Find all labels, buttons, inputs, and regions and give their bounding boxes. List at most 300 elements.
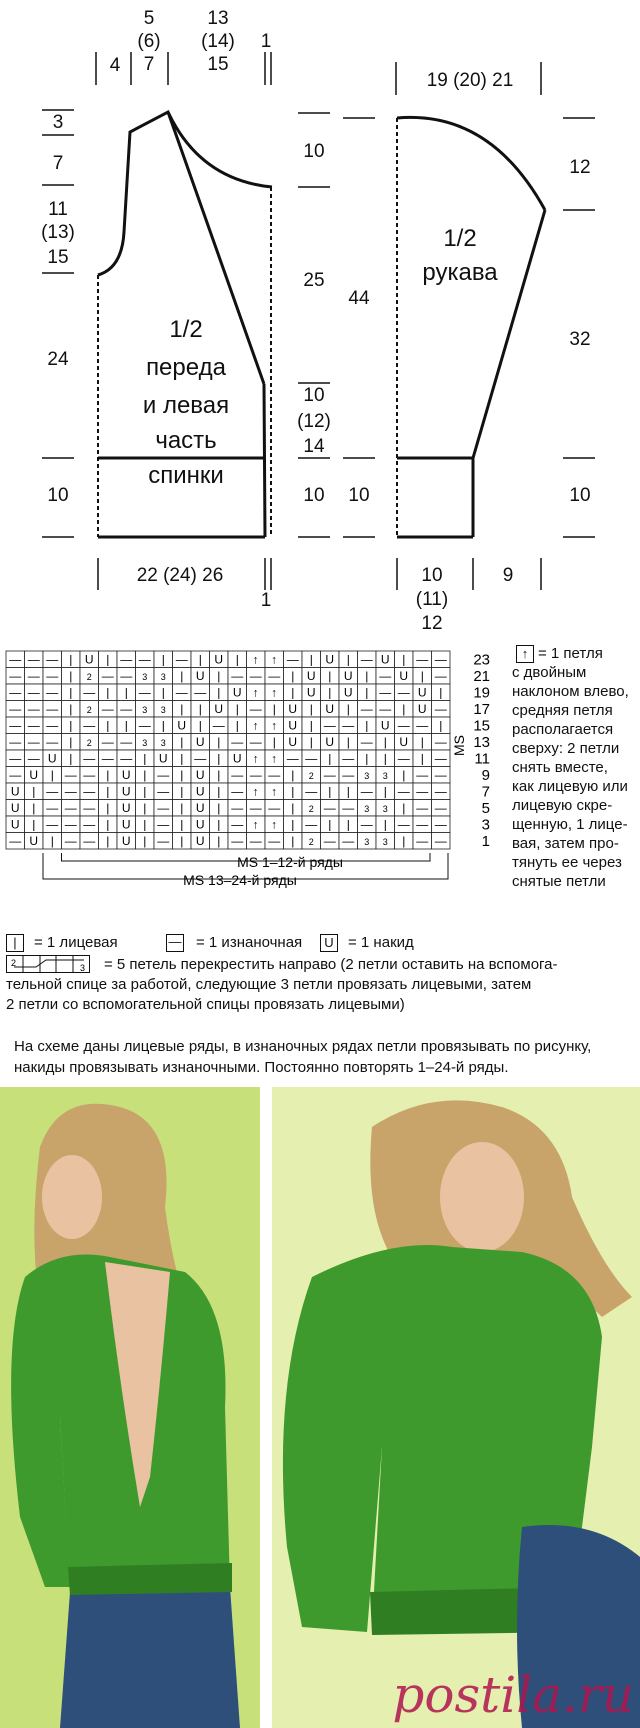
chart-cell-symbol: U xyxy=(195,801,205,815)
chart-cell-symbol: 2 xyxy=(86,672,92,682)
chart-cell-symbol: | xyxy=(383,735,387,749)
chart-cell-symbol: U xyxy=(343,685,353,700)
chart-cell-symbol: — xyxy=(138,685,151,700)
chart-cell-symbol: — xyxy=(231,784,244,799)
chart-cell-symbol: | xyxy=(217,735,221,749)
chart-cell-symbol: — xyxy=(157,834,170,848)
chart-cell-symbol: ↑ xyxy=(252,784,259,799)
chart-cell-symbol: | xyxy=(272,735,276,749)
chart-cell-symbol: U xyxy=(195,669,205,683)
chart-cell-symbol: — xyxy=(434,768,447,782)
chart-cell-symbol: U xyxy=(84,652,94,667)
double-decrease-legend-line: щенную, 1 лице- xyxy=(512,816,628,833)
chart-cell-symbol: ↑ xyxy=(271,751,278,766)
chart-cell-symbol: | xyxy=(143,801,147,815)
chart-cell-symbol: — xyxy=(27,702,40,716)
chart-cell-symbol: | xyxy=(180,834,184,848)
chart-cell-symbol: — xyxy=(434,652,447,667)
chart-cell-symbol: U xyxy=(29,834,39,848)
front-title-line1: 1/2 xyxy=(169,316,203,343)
chart-row-number: 1 xyxy=(481,833,490,850)
chart-cell-symbol: | xyxy=(402,834,406,848)
chart-cell-symbol: — xyxy=(342,751,355,766)
height-label-15: 15 xyxy=(47,247,69,268)
chart-cell-symbol: | xyxy=(198,718,202,733)
chart-cell-symbol: U xyxy=(29,768,39,782)
chart-cell-symbol: U xyxy=(10,784,20,799)
chart-cell-symbol: — xyxy=(379,702,392,716)
chart-cell-symbol: — xyxy=(434,817,447,832)
chart-cell-symbol: — xyxy=(9,751,22,766)
chart-cell-symbol: — xyxy=(27,735,40,749)
chart-cell-symbol: | xyxy=(272,702,276,716)
chart-cell-symbol: — xyxy=(101,751,114,766)
chart-cell-symbol: — xyxy=(231,669,244,683)
chart-cell-symbol: — xyxy=(249,669,262,683)
double-decrease-legend-line: снять вместе, xyxy=(512,759,608,776)
chart-cell-symbol: — xyxy=(9,702,22,716)
front-title-line2: переда xyxy=(146,354,226,381)
cable-legend-line1: = 5 петель перекрестить направо (2 петли оставить на вспомога- xyxy=(104,956,558,973)
chart-cell-symbol: | xyxy=(161,718,165,733)
chart-cell-symbol: — xyxy=(46,718,59,733)
chart-cell-symbol: — xyxy=(379,669,392,683)
chart-cell-symbol: 2 xyxy=(308,804,314,814)
sleeve-bottom-9: 9 xyxy=(502,565,514,586)
chart-cell-symbol: — xyxy=(416,768,429,782)
chart-cell-symbol: | xyxy=(309,735,313,749)
chart-cell-symbol: | xyxy=(161,652,165,667)
chart-cell-symbol: | xyxy=(180,735,184,749)
total-height-rib: 10 xyxy=(348,485,370,506)
chart-cell-symbol: U xyxy=(177,718,187,733)
chart-cell-symbol: — xyxy=(268,669,281,683)
chart-cell-symbol: U xyxy=(121,817,131,832)
chart-cell-symbol: — xyxy=(323,834,336,848)
chart-cell-symbol: ↑ xyxy=(271,784,278,799)
chart-cell-symbol: ↑ xyxy=(252,685,259,700)
chart-cell-symbol: — xyxy=(249,834,262,848)
chart-cell-symbol: — xyxy=(9,834,22,848)
chart-cell-symbol: 3 xyxy=(142,705,148,715)
instruction-note-line1: На схеме даны лицевые ряды, в изнаночных рядах петли провязывать по рисунку, xyxy=(14,1038,592,1055)
right-height-25: 25 xyxy=(303,270,325,291)
chart-cell-symbol: | xyxy=(328,784,332,799)
chart-cell-symbol: | xyxy=(217,801,221,815)
chart-cell-symbol: U xyxy=(214,702,224,716)
chart-cell-symbol: | xyxy=(402,652,406,667)
chart-cell-symbol: — xyxy=(27,669,40,683)
chart-cell-symbol: — xyxy=(27,751,40,766)
chart-cell-symbol: 2 xyxy=(308,771,314,781)
chart-cell-symbol: — xyxy=(416,718,429,733)
chart-cell-symbol: — xyxy=(434,801,447,815)
chart-cell-symbol: — xyxy=(175,685,188,700)
chart-cell-symbol: | xyxy=(383,817,387,832)
width-label-4: 4 xyxy=(109,55,121,76)
chart-cell-symbol: — xyxy=(46,735,59,749)
chart-cell-symbol: | xyxy=(143,768,147,782)
chart-cell-symbol: 3 xyxy=(382,837,388,847)
chart-cell-symbol: | xyxy=(365,669,369,683)
height-label-11: 11 xyxy=(48,199,68,220)
chart-cell-symbol: — xyxy=(360,652,373,667)
right-height-10: 10 xyxy=(303,141,325,162)
repeat-label-2: MS 13–24-й ряды xyxy=(183,872,297,888)
stitch-chart xyxy=(0,645,500,925)
width-label-13: 13 xyxy=(207,8,229,29)
chart-cell-symbol: U xyxy=(158,751,168,766)
double-decrease-legend-line: средняя петля xyxy=(512,702,613,719)
chart-cell-symbol: | xyxy=(365,751,369,766)
chart-cell-symbol: — xyxy=(138,718,151,733)
chart-cell-symbol: | xyxy=(69,751,73,766)
chart-cell-symbol: — xyxy=(286,751,299,766)
sleeve-title-line1: 1/2 xyxy=(443,225,477,252)
right-height-lower-1: 10 xyxy=(303,385,325,406)
chart-cell-symbol: 3 xyxy=(364,837,370,847)
chart-ms-label: MS xyxy=(451,735,467,756)
chart-cell-symbol: U xyxy=(121,768,131,782)
chart-row-number: 17 xyxy=(473,701,490,718)
width-label-edge: 1 xyxy=(260,31,272,52)
chart-cell-symbol: — xyxy=(231,801,244,815)
width-label-5: 5 xyxy=(143,8,155,29)
chart-cell-symbol: | xyxy=(439,718,443,733)
chart-row-number: 19 xyxy=(473,684,490,702)
chart-cell-symbol: | xyxy=(309,652,313,667)
chart-cell-symbol: | xyxy=(217,784,221,799)
chart-cell-symbol: — xyxy=(157,784,170,799)
chart-cell-symbol: — xyxy=(323,768,336,782)
chart-cell-symbol: | xyxy=(309,702,313,716)
knit-legend: = 1 лицевая xyxy=(34,934,118,951)
chart-cell-symbol: ↑ xyxy=(252,718,259,733)
sleeve-title-line2: рукава xyxy=(422,259,498,286)
chart-cell-symbol: — xyxy=(434,784,447,799)
chart-cell-symbol: — xyxy=(120,652,133,667)
chart-cell-symbol: | xyxy=(143,784,147,799)
chart-cell-symbol: 3 xyxy=(142,672,148,682)
chart-cell-symbol: — xyxy=(416,834,429,848)
cable-legend-line2: тельной спице за работой, следующие 3 петли провязать лицевыми, затем xyxy=(6,976,532,993)
chart-cell-symbol: — xyxy=(268,834,281,848)
chart-cell-symbol: | xyxy=(217,685,221,700)
chart-row-number: 3 xyxy=(481,816,490,834)
chart-cell-symbol: U xyxy=(417,702,427,716)
chart-grid xyxy=(6,651,450,849)
chart-cell-symbol: | xyxy=(346,702,350,716)
front-title-line5: спинки xyxy=(148,462,224,489)
chart-cell-symbol: — xyxy=(416,801,429,815)
chart-cell-symbol: | xyxy=(291,784,295,799)
chart-cell-symbol: — xyxy=(305,817,318,832)
chart-cell-symbol: — xyxy=(231,735,244,749)
chart-cell-symbol: | xyxy=(124,718,128,733)
chart-cell-symbol: — xyxy=(9,735,22,749)
chart-cell-symbol: 2 xyxy=(86,738,92,748)
chart-cell-symbol: | xyxy=(106,685,110,700)
chart-cell-symbol: — xyxy=(120,751,133,766)
chart-cell-symbol: | xyxy=(69,669,73,683)
chart-cell-symbol: — xyxy=(9,652,22,667)
chart-cell-symbol: — xyxy=(101,702,114,716)
double-decrease-legend-line: снятые петли xyxy=(512,873,606,890)
chart-cell-symbol: U xyxy=(325,652,335,667)
chart-cell-symbol: — xyxy=(46,685,59,700)
chart-cell-symbol: — xyxy=(212,718,225,733)
chart-cell-symbol: | xyxy=(420,669,424,683)
chart-cell-symbol: — xyxy=(46,669,59,683)
cable-symbol xyxy=(6,955,90,973)
chart-cell-symbol: | xyxy=(235,702,239,716)
chart-cell-symbol: — xyxy=(397,718,410,733)
chart-cell-symbol: — xyxy=(342,768,355,782)
chart-cell-symbol: U xyxy=(325,735,335,749)
chart-cell-symbol: U xyxy=(288,702,298,716)
chart-cell-symbol: — xyxy=(397,751,410,766)
chart-cell-symbol: | xyxy=(217,834,221,848)
chart-cell-symbol: 3 xyxy=(364,804,370,814)
chart-cell-symbol: — xyxy=(9,685,22,700)
chart-cell-symbol: — xyxy=(194,751,207,766)
chart-cell-symbol: U xyxy=(232,751,242,766)
chart-cell-symbol: — xyxy=(342,801,355,815)
chart-cell-symbol: U xyxy=(195,834,205,848)
chart-row-number: 11 xyxy=(474,750,490,768)
sleeve-height-rib: 10 xyxy=(569,485,591,506)
right-height-rib: 10 xyxy=(303,485,325,506)
chart-cell-symbol: | xyxy=(198,702,202,716)
chart-cell-symbol: — xyxy=(9,768,22,782)
chart-cell-symbol: | xyxy=(69,702,73,716)
chart-cell-symbol: — xyxy=(434,669,447,683)
chart-cell-symbol: 3 xyxy=(364,771,370,781)
chart-row-number: 15 xyxy=(473,717,490,735)
chart-cell-symbol: — xyxy=(416,784,429,799)
chart-cell-symbol: — xyxy=(157,801,170,815)
chart-cell-symbol: — xyxy=(286,652,299,667)
chart-cell-symbol: — xyxy=(83,784,96,799)
chart-cell-symbol: — xyxy=(27,718,40,733)
double-decrease-legend-line: как лицевую или xyxy=(512,778,628,795)
chart-row-number: 21 xyxy=(473,668,490,685)
chart-cell-symbol: 3 xyxy=(160,705,166,715)
chart-cell-symbol: | xyxy=(346,784,350,799)
chart-cell-symbol: | xyxy=(50,768,54,782)
chart-cell-symbol: U xyxy=(214,652,224,667)
chart-cell-symbol: | xyxy=(32,784,36,799)
chart-cell-symbol: | xyxy=(198,652,202,667)
chart-cell-symbol: U xyxy=(121,801,131,815)
chart-cell-symbol: | xyxy=(420,735,424,749)
chart-cell-symbol: — xyxy=(46,652,59,667)
chart-cell-symbol: | xyxy=(180,801,184,815)
height-label-24: 24 xyxy=(47,349,69,370)
chart-cell-symbol: — xyxy=(120,735,133,749)
chart-cell-symbol: | xyxy=(161,685,165,700)
chart-cell-symbol: — xyxy=(64,801,77,815)
chart-cell-symbol: | xyxy=(217,817,221,832)
chart-cell-symbol: | xyxy=(69,685,73,700)
chart-cell-symbol: ↑ xyxy=(271,685,278,700)
chart-cell-symbol: — xyxy=(360,702,373,716)
front-bottom-edge: 1 xyxy=(260,590,272,611)
height-label-7: 7 xyxy=(52,153,64,174)
front-title-line4: часть xyxy=(155,427,217,454)
chart-cell-symbol: | xyxy=(124,685,128,700)
chart-cell-symbol: | xyxy=(69,735,73,749)
chart-cell-symbol: | xyxy=(143,751,147,766)
chart-cell-symbol: — xyxy=(231,817,244,832)
double-decrease-legend xyxy=(512,644,640,891)
chart-cell-symbol: — xyxy=(27,652,40,667)
chart-cell-symbol: U xyxy=(306,669,316,683)
chart-cell-symbol: — xyxy=(46,801,59,815)
chart-cell-symbol: — xyxy=(434,834,447,848)
chart-cell-symbol: 3 xyxy=(382,771,388,781)
chart-cell-symbol: | xyxy=(346,652,350,667)
chart-cell-symbol: U xyxy=(417,685,427,700)
double-decrease-legend-line: = 1 петля xyxy=(538,645,603,662)
chart-cell-symbol: | xyxy=(217,751,221,766)
chart-cell-symbol: | xyxy=(69,718,73,733)
chart-cell-symbol: | xyxy=(217,768,221,782)
double-decrease-legend-line: наклоном влево, xyxy=(512,683,629,700)
chart-cell-symbol: — xyxy=(64,834,77,848)
yarn-over-legend: = 1 накид xyxy=(348,934,414,951)
chart-cell-symbol: 3 xyxy=(382,804,388,814)
chart-cell-symbol: 2 xyxy=(86,705,92,715)
chart-cell-symbol: | xyxy=(106,801,110,815)
chart-row-number: 9 xyxy=(481,767,490,784)
chart-cell-symbol: | xyxy=(328,685,332,700)
chart-cell-symbol: U xyxy=(288,718,298,733)
chart-cell-symbol: U xyxy=(380,652,390,667)
width-label-7: 7 xyxy=(143,54,155,75)
double-decrease-legend-line: сверху: 2 петли xyxy=(512,740,620,757)
chart-cell-symbol: | xyxy=(235,718,239,733)
svg-text:2: 2 xyxy=(11,958,17,968)
chart-cell-symbol: | xyxy=(328,669,332,683)
front-title-line3: и левая xyxy=(142,392,230,419)
chart-cell-symbol: — xyxy=(175,652,188,667)
chart-cell-symbol: U xyxy=(121,834,131,848)
chart-cell-symbol: | xyxy=(346,735,350,749)
chart-cell-symbol: | xyxy=(106,817,110,832)
repeat-label-1: MS 1–12-й ряды xyxy=(237,854,343,870)
chart-cell-symbol: — xyxy=(268,801,281,815)
chart-cell-symbol: | xyxy=(365,685,369,700)
chart-cell-symbol: — xyxy=(416,817,429,832)
chart-cell-symbol: | xyxy=(32,817,36,832)
chart-cell-symbol: U xyxy=(288,735,298,749)
chart-cell-symbol: U xyxy=(399,669,409,683)
sleeve-top-width: 19 (20) 21 xyxy=(426,70,514,91)
chart-cell-symbol: U xyxy=(195,784,205,799)
chart-cell-symbol: — xyxy=(249,768,262,782)
chart-cell-symbol: — xyxy=(342,718,355,733)
front-bottom-width: 22 (24) 26 xyxy=(136,565,224,586)
sleeve-bottom-11: (11) xyxy=(415,589,449,610)
chart-cell-symbol: — xyxy=(416,652,429,667)
sleeve-bottom-12: 12 xyxy=(421,613,443,634)
chart-cell-symbol: ↑ xyxy=(252,817,259,832)
double-decrease-legend-line: располагается xyxy=(512,721,614,738)
schematic-diagram xyxy=(0,0,640,640)
chart-cell-symbol: — xyxy=(434,702,447,716)
chart-cell-symbol: — xyxy=(397,784,410,799)
chart-cell-symbol: | xyxy=(180,768,184,782)
width-label-15: 15 xyxy=(207,54,229,75)
right-height-lower-3: 14 xyxy=(303,436,325,457)
chart-cell-symbol: — xyxy=(249,735,262,749)
chart-cell-symbol: — xyxy=(360,735,373,749)
chart-cell-symbol: — xyxy=(157,817,170,832)
chart-cell-symbol: — xyxy=(249,702,262,716)
chart-cell-symbol: — xyxy=(379,685,392,700)
chart-cell-symbol: 3 xyxy=(160,672,166,682)
chart-row-number: 7 xyxy=(481,783,490,801)
chart-cell-symbol: ↑ xyxy=(271,817,278,832)
chart-cell-symbol: U xyxy=(306,685,316,700)
chart-cell-symbol: 3 xyxy=(142,738,148,748)
sleeve-height-12: 12 xyxy=(569,157,591,178)
chart-cell-symbol: — xyxy=(120,702,133,716)
knit-symbol: | xyxy=(6,934,24,952)
double-decrease-legend-line: вая, затем про- xyxy=(512,835,619,852)
chart-cell-symbol: — xyxy=(64,817,77,832)
chart-cell-symbol: | xyxy=(402,702,406,716)
chart-cell-symbol: — xyxy=(323,801,336,815)
chart-cell-symbol: U xyxy=(47,751,57,766)
chart-cell-symbol: — xyxy=(83,768,96,782)
sleeve-height-32: 32 xyxy=(569,329,591,350)
chart-cell-symbol: — xyxy=(46,702,59,716)
chart-cell-symbol: | xyxy=(143,817,147,832)
chart-cell-symbol: ↑ xyxy=(271,718,278,733)
chart-cell-symbol: — xyxy=(46,817,59,832)
chart-cell-symbol: U xyxy=(325,702,335,716)
chart-cell-symbol: ↑ xyxy=(252,751,259,766)
chart-cell-symbol: — xyxy=(120,669,133,683)
chart-cell-symbol: — xyxy=(397,685,410,700)
chart-cell-symbol: — xyxy=(64,768,77,782)
width-label-14: (14) xyxy=(201,31,235,52)
chart-cell-symbol: — xyxy=(434,735,447,749)
chart-cell-symbol: — xyxy=(360,817,373,832)
chart-cell-symbol: | xyxy=(328,751,332,766)
height-label-3: 3 xyxy=(52,112,64,133)
chart-cell-symbol: | xyxy=(106,784,110,799)
double-decrease-legend-line: с двойным xyxy=(512,664,587,681)
chart-cell-symbol: — xyxy=(83,751,96,766)
chart-cell-symbol: — xyxy=(157,768,170,782)
watermark: postila.ru xyxy=(392,1666,634,1724)
chart-cell-symbol: — xyxy=(9,718,22,733)
chart-cell-symbol: — xyxy=(249,801,262,815)
chart-cell-symbol: — xyxy=(342,834,355,848)
chart-cell-symbol: U xyxy=(343,669,353,683)
chart-cell-symbol: | xyxy=(106,834,110,848)
sleeve-bottom-10: 10 xyxy=(421,565,443,586)
chart-cell-symbol: — xyxy=(27,685,40,700)
chart-cell-symbol: — xyxy=(305,751,318,766)
chart-cell-symbol: | xyxy=(180,784,184,799)
right-height-ticks xyxy=(298,113,595,537)
chart-cell-symbol: | xyxy=(383,784,387,799)
height-label-rib: 10 xyxy=(47,485,69,506)
